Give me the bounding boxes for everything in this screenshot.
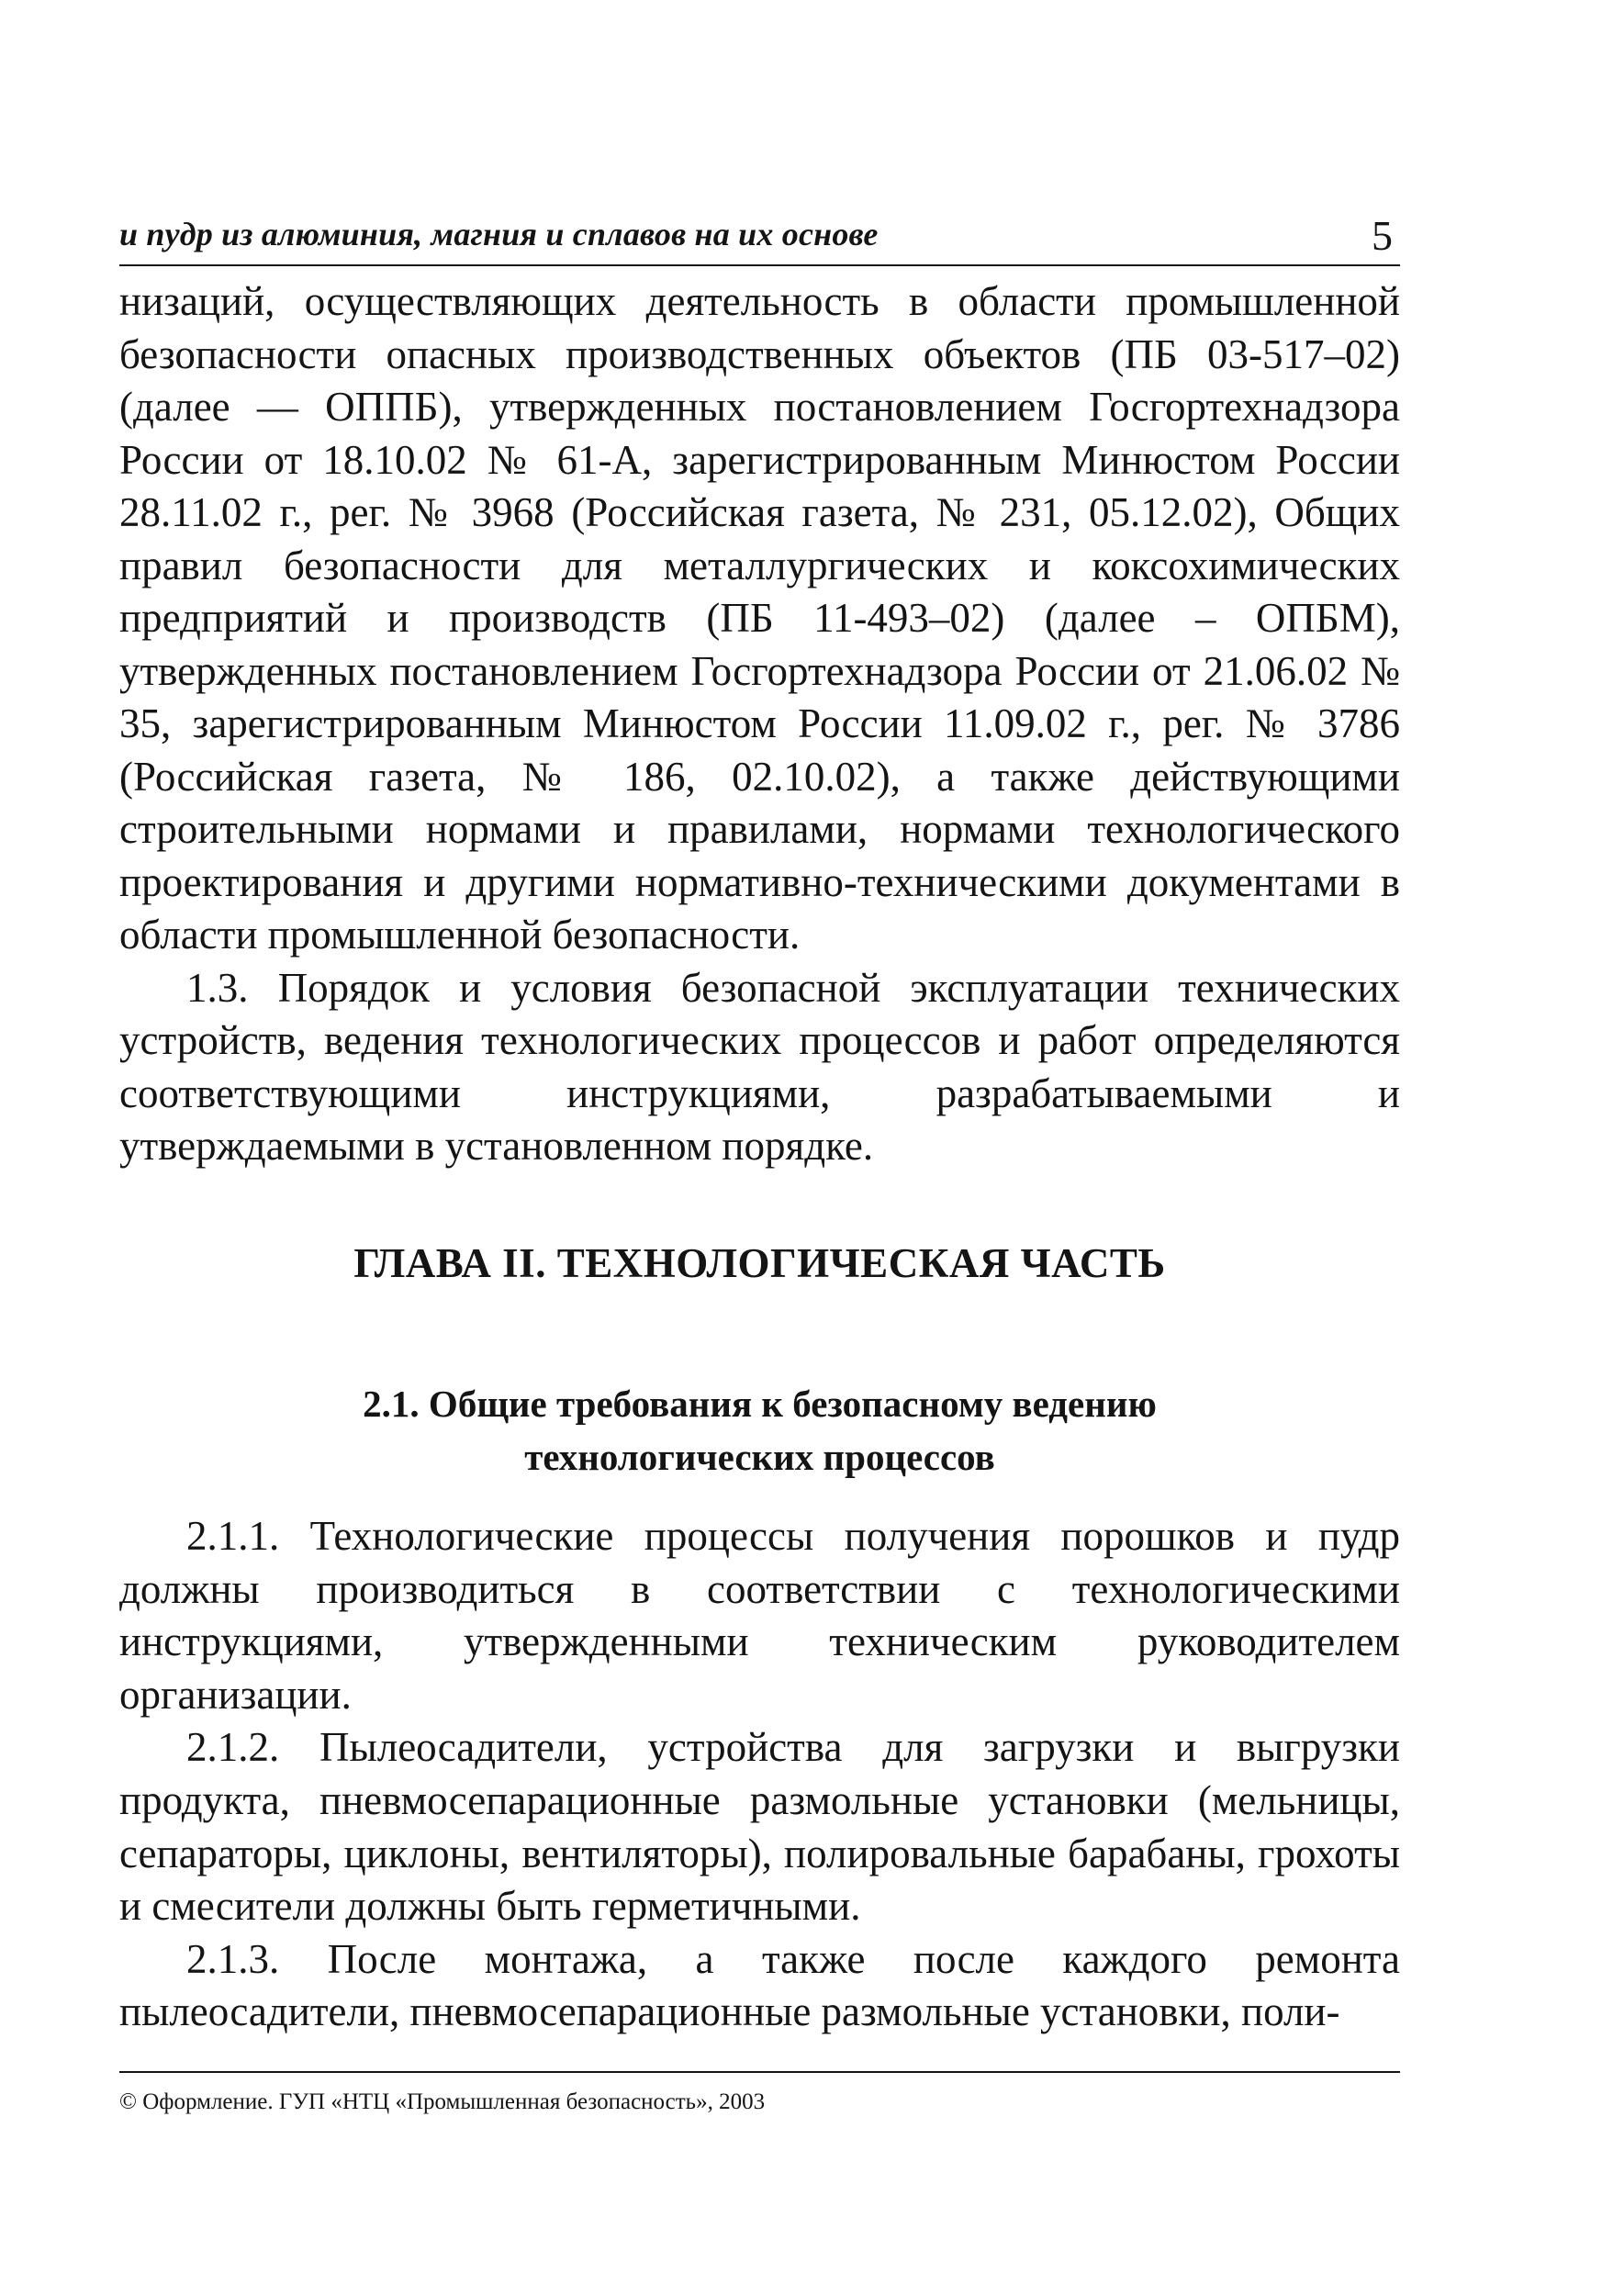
paragraph-2-1-2: 2.1.2. Пылеосадители, устройства для загрузки и выгрузки продукта, пневмосепарационные размольные установки (мельницы, сепараторы, циклоны, вентиляторы), полировальные барабаны, грохоты и смесители должны быть герметичными. [119, 1724, 1400, 1930]
paragraph-2-1-1: 2.1.1. Технологические процессы получения порошков и пудр должны производиться в соответствии с технологическими инструкциями, утвержденными техническим руководителем организации. [119, 1513, 1400, 1718]
paragraph-continued: низаций, осуществляющих деятельность в области промышленной безопасности опасных производственных объектов (ПБ 03-517–02) (далее — ОППБ), утвержденных постановлением Госгортехнадзора России от 18.10.02 № 61-А, зарегистрированным Минюстом России 28.11.02 г., рег. № 3968 (Российская газета, № 231, 05.12.02), Общих правил безопасности для металлургических и коксохимических предприятий и производств (ПБ 11-493–02) (далее – ОПБМ), утвержденных постановлением Госгортехнадзора России от 21.06.02 № 35, зарегистрированным Минюстом России 11.09.02 г., рег. № 3786 (Российская газета, № 186, 02.10.02), а также действующими строительными нормами и правилами, нормами технологического проектирования и другими нормативно-техническими документами в области промышленной безопасности. [119, 278, 1400, 958]
section-heading [119, 1377, 1400, 1484]
page-number: 5 [1372, 212, 1393, 259]
running-title: и пудр из алюминия, магния и сплавов на их основе [119, 216, 879, 252]
section-heading-line-2: технологических процессов [524, 1436, 995, 1478]
footer-copyright: © Оформление. ГУП «НТЦ «Промышленная безопасность», 2003 [119, 2089, 766, 2114]
body-text-top [119, 275, 1400, 1173]
running-header [119, 209, 1400, 266]
paragraph-1-3: 1.3. Порядок и условия безопасной эксплуатации технических устройств, ведения технологических процессов и работ определяются соответствующими инструкциями, разрабатываемыми и утверждаемыми в установленном порядке. [119, 964, 1400, 1169]
paragraph-2-1-3: 2.1.3. После монтажа, а также после каждого ремонта пылеосадители, пневмосепарационные размольные установки, поли- [119, 1935, 1400, 2035]
body-text-bottom [119, 1510, 1400, 2039]
chapter-heading: ГЛАВА II. ТЕХНОЛОГИЧЕСКАЯ ЧАСТЬ [353, 1240, 1166, 1286]
footer-divider [119, 2071, 1400, 2073]
section-heading-line-1: 2.1. Общие требования к безопасному ведению [363, 1383, 1157, 1425]
